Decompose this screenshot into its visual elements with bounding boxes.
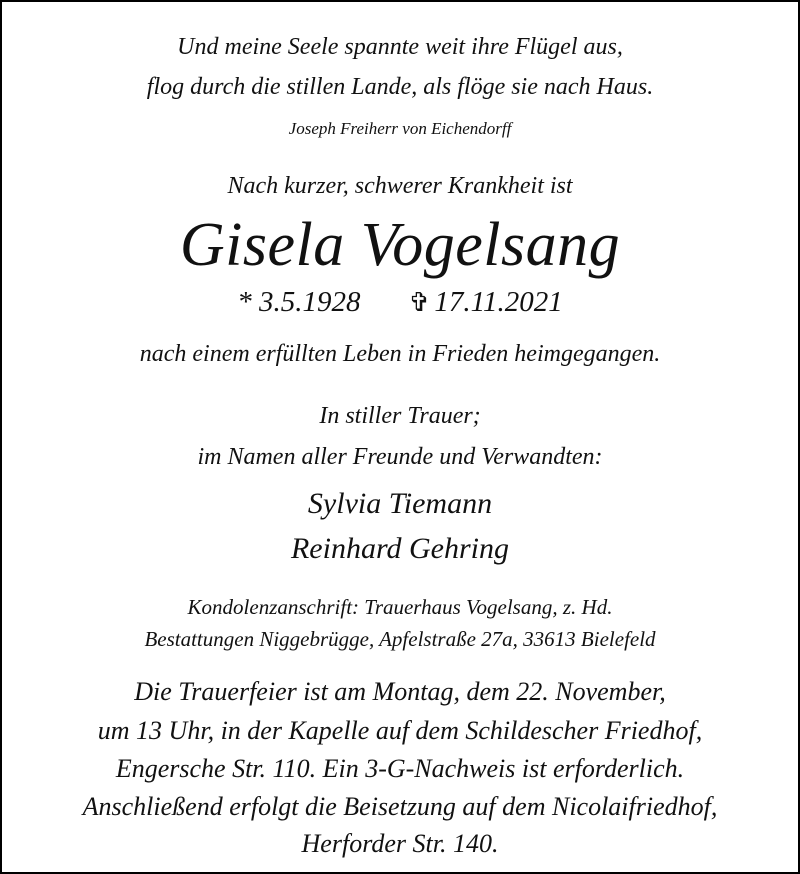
life-dates	[2, 288, 798, 317]
ceremony-line-1: Die Trauerfeier ist am Montag, dem 22. November,	[134, 677, 666, 706]
birth-date: * 3.5.1928	[237, 286, 361, 318]
quote-line-2: flog durch die stillen Lande, als flöge sie nach Haus.	[146, 74, 654, 100]
ceremony-line-3: Engersche Str. 110. Ein 3-G-Nachweis ist erforderlich.	[115, 754, 685, 783]
mourner-name-2: Reinhard Gehring	[290, 532, 510, 565]
intro-text: Nach kurzer, schwerer Krankheit ist	[227, 173, 573, 199]
ceremony-line-2: um 13 Uhr, in der Kapelle auf dem Schildescher Friedhof,	[97, 716, 703, 745]
ceremony-line-4: Anschließend erfolgt die Beisetzung auf dem Nicolaifriedhof,	[82, 792, 718, 821]
quote-author: Joseph Freiherr von Eichendorff	[288, 119, 512, 138]
mourner-name-1: Sylvia Tiemann	[307, 487, 493, 520]
cross-icon: ✞	[408, 288, 431, 317]
quote-line-1: Und meine Seele spannte weit ihre Flügel aus,	[177, 34, 623, 60]
passing-text: nach einem erfüllten Leben in Frieden heimgegangen.	[139, 341, 661, 367]
mourning-line-2: im Namen aller Freunde und Verwandten:	[197, 444, 603, 470]
ceremony-line-5: Herforder Str. 140.	[301, 829, 499, 858]
mourning-line-1: In stiller Trauer;	[319, 403, 481, 429]
condolence-line-1: Kondolenzanschrift: Trauerhaus Vogelsang, z. Hd.	[187, 595, 613, 619]
condolence-line-2: Bestattungen Niggebrügge, Apfelstraße 27a, 33613 Bielefeld	[144, 627, 656, 651]
deceased-name: Gisela Vogelsang	[179, 211, 621, 279]
death-date: 17.11.2021	[434, 286, 563, 318]
